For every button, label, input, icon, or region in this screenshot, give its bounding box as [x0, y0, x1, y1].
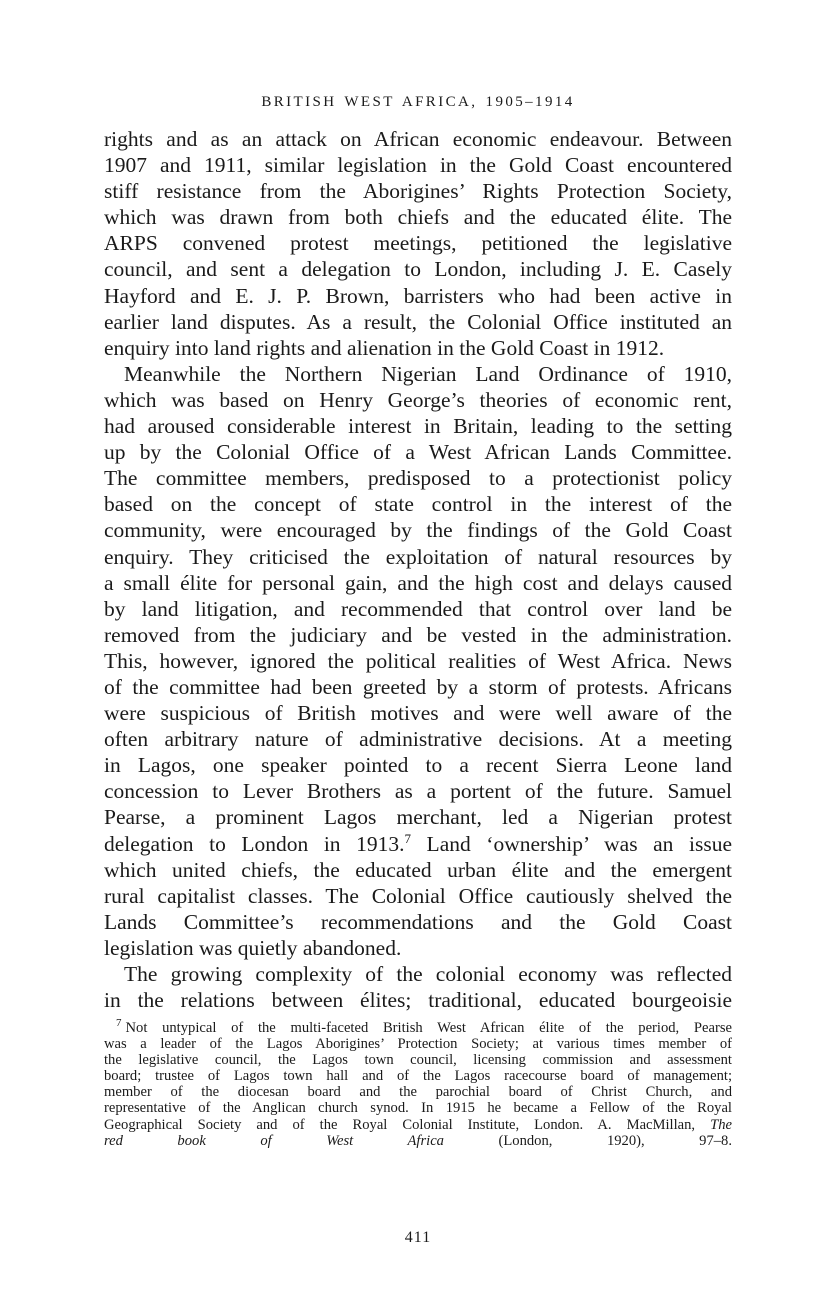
footnote-line: the legislative council, the Lagos town council, licensing commission and assessment — [104, 1052, 732, 1069]
footnote-line: representative of the Anglican church synod. In 1915 he became a Fellow of the Royal — [104, 1100, 732, 1117]
body-line: which united chiefs, the educated urban élite and the emergent — [104, 857, 732, 882]
body-text — [104, 126, 732, 1013]
body-line-text: delegation to London in 1913. — [104, 831, 405, 856]
book-title: The — [710, 1116, 732, 1133]
footnote-line — [104, 1017, 732, 1036]
body-line: This, however, ignored the political realities of West Africa. News — [104, 648, 732, 673]
footnote-line — [104, 1117, 732, 1133]
footnote-line — [104, 1133, 732, 1149]
body-line: earlier land disputes. As a result, the Colonial Office instituted an — [104, 309, 732, 334]
body-line: often arbitrary nature of administrative decisions. At a meeting — [104, 727, 732, 752]
body-line: of the committee had been greeted by a storm of protests. Africans — [104, 674, 732, 699]
body-line: community, were encouraged by the findings of the Gold Coast — [104, 518, 732, 543]
body-line-text: Land ‘ownership’ was an issue — [411, 831, 732, 856]
footnote-citation: (London, 1920), 97–8. — [443, 1132, 733, 1149]
body-line: Meanwhile the Northern Nigerian Land Ordinance of 1910, — [124, 361, 732, 386]
footnote-reference: 7 — [404, 830, 411, 846]
footnote-line: board; trustee of Lagos town hall and of the Lagos racecourse board of management; — [104, 1068, 732, 1085]
body-line: rights and as an attack on African economic endeavour. Between — [104, 127, 732, 151]
footnote-text: Not untypical of the multi-faceted British West African élite of the period, Pearse — [125, 1020, 732, 1036]
body-line: The growing complexity of the colonial economy was reflected — [124, 962, 732, 986]
body-line: rural capitalist classes. The Colonial Office cautiously shelved the — [104, 883, 732, 908]
running-head: BRITISH WEST AFRICA, 1905–1914 — [261, 94, 575, 110]
body-line — [104, 831, 732, 857]
body-line: concession to Lever Brothers as a portent of the future. Samuel — [104, 779, 732, 804]
body-line: by land litigation, and recommended that control over land be — [104, 596, 732, 621]
body-line: in Lagos, one speaker pointed to a recent Sierra Leone land — [104, 753, 732, 778]
body-line: legislation was quietly abandoned. — [104, 935, 402, 960]
footnote-text: Geographical Society and of the Royal Colonial Institute, London. A. MacMillan, — [104, 1116, 696, 1133]
body-line: Pearse, a prominent Lagos merchant, led a Nigerian protest — [104, 805, 732, 830]
page-number: 411 — [404, 1229, 432, 1246]
body-line: The committee members, predisposed to a protectionist policy — [104, 466, 732, 491]
body-line: 1907 and 1911, similar legislation in the Gold Coast encountered — [104, 153, 732, 178]
body-line: removed from the judiciary and be vested in the administration. — [104, 622, 732, 647]
book-title: red book of West Africa — [104, 1132, 444, 1149]
body-line: had aroused considerable interest in Britain, leading to the setting — [104, 414, 732, 439]
body-line: Lands Committee’s recommendations and the Gold Coast — [104, 909, 732, 934]
footnote — [104, 1017, 733, 1149]
body-line: a small élite for personal gain, and the high cost and delays caused — [104, 570, 732, 595]
body-line: enquiry into land rights and alienation in the Gold Coast in 1912. — [104, 335, 665, 360]
footnote-line: was a leader of the Lagos Aborigines’ Protection Society; at various times member of — [104, 1036, 732, 1053]
body-line: in the relations between élites; traditional, educated bourgeoisie — [104, 988, 732, 1013]
footnote-line: member of the diocesan board and the parochial board of Christ Church, and — [104, 1084, 732, 1101]
body-line: stiff resistance from the Aborigines’ Rights Protection Society, — [104, 179, 732, 204]
body-line: enquiry. They criticised the exploitation of natural resources by — [104, 544, 732, 569]
body-line: based on the concept of state control in the interest of the — [104, 492, 732, 517]
footnote-marker: 7 — [116, 1017, 122, 1030]
body-line: council, and sent a delegation to London, including J. E. Casely — [104, 257, 732, 282]
body-line: up by the Colonial Office of a West African Lands Committee. — [104, 440, 732, 465]
body-line: ARPS convened protest meetings, petitioned the legislative — [104, 231, 732, 256]
body-line: Hayford and E. J. P. Brown, barristers who had been active in — [104, 283, 732, 308]
body-line: which was drawn from both chiefs and the educated élite. The — [104, 205, 732, 230]
body-line: which was based on Henry George’s theories of economic rent, — [104, 387, 732, 412]
body-line: were suspicious of British motives and were well aware of the — [104, 701, 732, 726]
